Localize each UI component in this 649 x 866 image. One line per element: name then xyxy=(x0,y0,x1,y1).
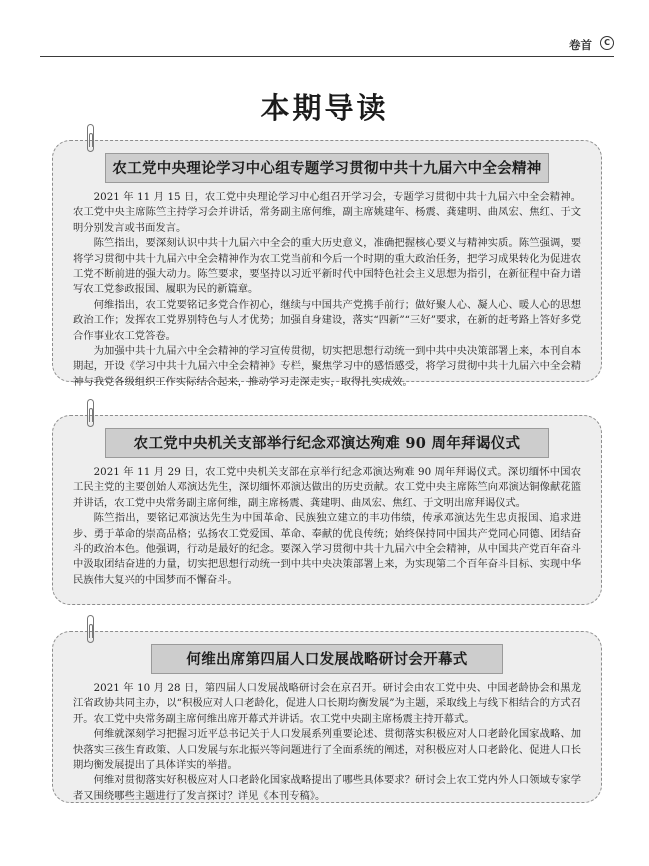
article-paragraph: 何维指出，农工党要铭记多党合作初心，继续与中国共产党携手前行；做好聚人心、凝人心、暖人心的思想政治工作；发挥农工党界别特色与人才优势；加强自身建设，落实“四新”“三好”要求，在新的赶考路上答好多党合作事业农工党答卷。 xyxy=(73,298,581,342)
article-card-3 xyxy=(52,631,602,803)
journal-logo-icon: C xyxy=(600,36,614,50)
article-paragraph: 2021 年 11 月 29 日，农工党中央机关支部在京举行纪念邓演达殉难 90 周年拜谒仪式。深切缅怀中国农工民主党的主要创始人邓演达先生，深切缅怀邓演达做出的历史贡献。农工党中央主席陈竺向邓演达铜像献花篮并讲话，农工党中央常务副主席何维，副主席杨震、龚建明、曲凤宏、焦红、于文明出席拜谒仪式。 xyxy=(73,466,581,509)
article-paragraph: 何维对贯彻落实好积极应对人口老龄化国家战略提出了哪些具体要求？研讨会上农工党内外人口领域专家学者又围绕哪些主题进行了发言探讨？详见《本刊专稿》。 xyxy=(73,774,581,802)
paperclip-icon xyxy=(87,615,94,643)
article-paragraph: 何维就深刻学习把握习近平总书记关于人口发展系列重要论述、贯彻落实积极应对人口老龄化国家战略、加快落实三孩生育政策、人口发展与东北振兴等问题进行了全面系统的阐述，对积极应对人口老龄化、促进人口长期均衡发展提出了具体详实的举措。 xyxy=(73,728,581,772)
article-title: 农工党中央理论学习中心组专题学习贯彻中共十九届六中全会精神 xyxy=(105,153,549,183)
section-label: 卷首 xyxy=(569,38,592,52)
article-paragraph: 陈竺指出，要铭记邓演达先生为中国革命、民族独立建立的丰功伟绩，传承邓演达先生忠贞报国、追求进步、勇于革命的崇高品格；弘扬农工党爱国、革命、奉献的优良传统；始终保持同中国共产党同心同德、团结奋斗的政治本色。他强调，行动是最好的纪念。要深入学习贯彻中共十九届六中全会精神，从中国共产党百年奋斗中汲取团结奋进的力量，切实把思想行动统一到中共中央决策部署上来，为实现第二个百年奋斗目标、实现中华民族伟大复兴的中国梦而不懈奋斗。 xyxy=(73,512,581,586)
page-title: 本期导读 xyxy=(260,91,389,125)
page-header xyxy=(40,34,614,57)
article-title: 何维出席第四届人口发展战略研讨会开幕式 xyxy=(151,644,503,674)
article-paragraph: 为加强中共十九届六中全会精神的学习宣传贯彻，切实把思想行动统一到中共中央决策部署上来，本刊自本期起，开设《学习中共十九届六中全会精神》专栏，聚焦学习中的感悟感受，将学习贯彻中共十九届六中全会精神与我党各级组织工作实际结合起来，推动学习走深走实，取得扎实成效。 xyxy=(73,345,581,388)
article-paragraph: 陈竺指出，要深刻认识中共十九届六中全会的重大历史意义，准确把握核心要义与精神实质。陈竺强调，要将学习贯彻中共十九届六中全会精神作为农工党当前和今后一个时期的重大政治任务，把学习成果转化为促进农工党不断前进的强大动力。陈竺要求，要坚持以习近平新时代中国特色社会主义思想为指引，在新征程中奋力谱写农工党参政报国、履职为民的新篇章。 xyxy=(73,237,581,296)
article-paragraph: 2021 年 11 月 15 日，农工党中央理论学习中心组召开学习会，专题学习贯彻中共十九届六中全会精神。农工党中央主席陈竺主持学习会并讲话，常务副主席何维，副主席姚建年、杨震、龚建明、曲凤宏、焦红、于文明分别发言或书面发言。 xyxy=(73,191,581,234)
paperclip-icon xyxy=(87,124,94,152)
article-card-1 xyxy=(52,140,602,388)
article-card-2 xyxy=(52,415,602,605)
article-paragraph: 2021 年 10 月 28 日，第四届人口发展战略研讨会在京召开。研讨会由农工党中央、中国老龄协会和黑龙江省政协共同主办，以“积极应对人口老龄化，促进人口长期均衡发展”为主题，采取线上与线下相结合的方式召开。农工党中央常务副主席何维出席开幕式并讲话。农工党中央副主席杨震主持开幕式。 xyxy=(73,682,581,725)
paperclip-icon xyxy=(87,399,94,427)
article-title: 农工党中央机关支部举行纪念邓演达殉难 90 周年拜谒仪式 xyxy=(105,428,549,458)
